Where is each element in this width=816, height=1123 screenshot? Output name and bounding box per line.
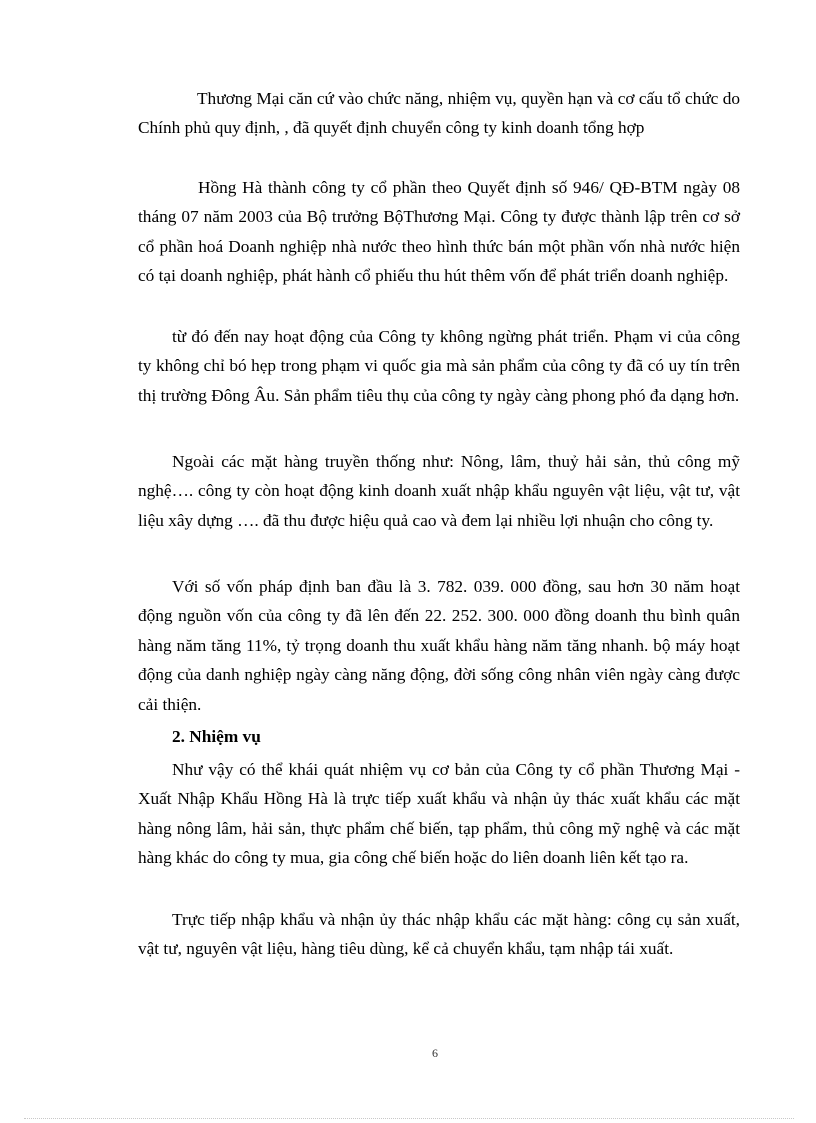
paragraph-establishment: Hồng Hà thành công ty cổ phần theo Quyết định số 946/ QĐ-BTM ngày 08 tháng 07 năm 2003 của Bộ trưởng BộThương Mại. Công ty được thành lập trên cơ sở cổ phần hoá Doanh nghiệp nhà nước theo hình thức bán một phần vốn nhà nước hiện có tại doanh nghiệp, phát hành cổ phiếu thu hút thêm vốn để phát triển doanh nghiệp. xyxy=(138,178,740,286)
paragraph-capital: Với số vốn pháp định ban đầu là 3. 782. 039. 000 đồng, sau hơn 30 năm hoạt động nguồn vốn của công ty đã lên đến 22. 252. 300. 000 đồng doanh thu bình quân hàng năm tăng 11%, tỷ trọng doanh thu xuất khẩu hàng năm tăng nhanh. bộ máy hoạt động của danh nghiệp ngày càng năng động, đời sống công nhân viên ngày càng được cải thiện. xyxy=(138,577,740,714)
paragraph-intro: Thương Mại căn cứ vào chức năng, nhiệm vụ, quyền hạn và cơ cấu tổ chức do Chính phủ quy định, , đã quyết định chuyển công ty kinh doanh tổng hợp xyxy=(138,89,740,138)
section-heading: 2. Nhiệm vụ xyxy=(172,727,261,746)
paragraph-tasks-export: Như vậy có thể khái quát nhiệm vụ cơ bản của Công ty cổ phần Thương Mại - Xuất Nhập Khẩu Hồng Hà là trực tiếp xuất khẩu và nhận ủy thác xuất khẩu các mặt hàng nông lâm, hải sản, thực phẩm chế biến, tạp phẩm, thủ công mỹ nghệ và các mặt hàng khác do công ty mua, gia công chế biến hoặc do liên doanh liên kết tạo ra. xyxy=(138,760,740,868)
paragraph-tasks-import: Trực tiếp nhập khẩu và nhận ủy thác nhập khẩu các mặt hàng: công cụ sản xuất, vật tư, nguyên vật liệu, hàng tiêu dùng, kể cả chuyển khẩu, tạm nhập tái xuất. xyxy=(138,910,740,959)
paragraph-products: Ngoài các mặt hàng truyền thống như: Nông, lâm, thuỷ hải sản, thủ công mỹ nghệ…. công ty còn hoạt động kinh doanh xuất nhập khẩu nguyên vật liệu, vật tư, vật liệu xây dựng …. đã thu được hiệu quả cao và đem lại nhiều lợi nhuận cho công ty. xyxy=(138,452,740,530)
page-bottom-divider xyxy=(24,1118,794,1119)
page-number: 6 xyxy=(432,1046,438,1060)
paragraph-development: từ đó đến nay hoạt động của Công ty không ngừng phát triển. Phạm vi của công ty không chỉ bó hẹp trong phạm vi quốc gia mà sản phẩm của công ty đã có uy tín trên thị trường Đông Âu. Sản phẩm tiêu thụ của công ty ngày càng phong phó đa dạng hơn. xyxy=(138,327,740,405)
